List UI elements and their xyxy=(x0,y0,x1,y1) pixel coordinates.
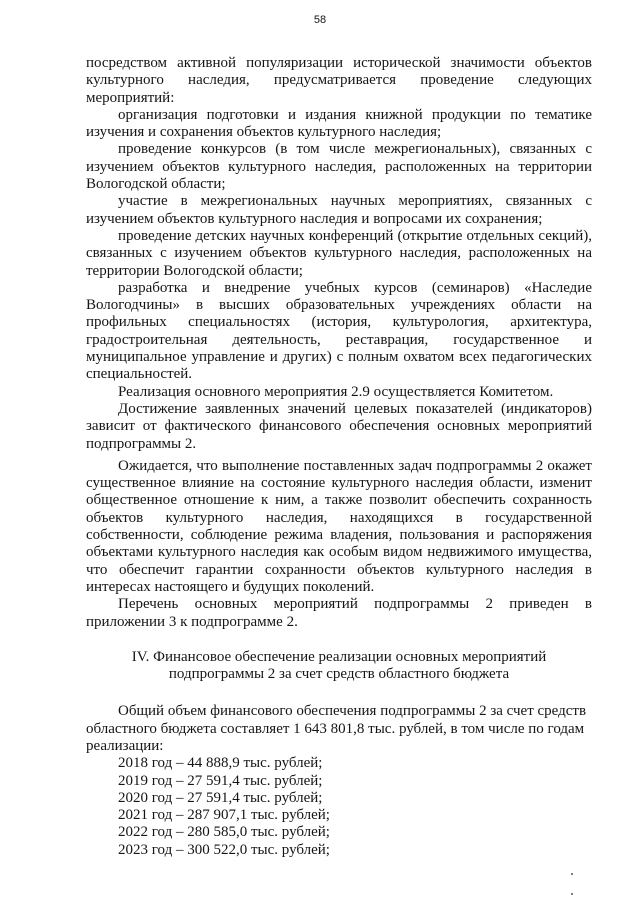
list-item: организация подготовки и издания книжной продукции по тематике изучения и сохранения объектов культурного наследия; xyxy=(86,106,592,141)
year-list xyxy=(118,755,592,859)
list-item: разработка и внедрение учебных курсов (семинаров) «Наследие Вологодчины» в высших образовательных учреждениях области на профильных специальностях (история, культурология, архитектура, градостроительная деятельность, реставрация, государственное и муниципальное управление и других) с полным охватом всех педагогических специальностей. xyxy=(86,279,592,383)
paragraph-achievement: Достижение заявленных значений целевых показателей (индикаторов) зависит от фактического финансового обеспечения основных мероприятий подпрограммы 2. xyxy=(86,400,592,452)
page-number: 58 xyxy=(313,14,327,26)
scan-speck xyxy=(571,873,573,875)
list-item: проведение конкурсов (в том числе межрегиональных), связанных с изучением объектов культурного наследия, расположенных на территории Вологодской области; xyxy=(86,141,592,193)
year-item: 2020 год – 27 591,4 тыс. рублей; xyxy=(118,789,323,806)
paragraph-list-reference: Перечень основных мероприятий подпрограммы 2 приведен в приложении 3 к подпрограмме 2. xyxy=(86,596,592,630)
paragraph-intro: посредством активной популяризации исторической значимости объектов культурного наследия, предусматривается проведение следующих мероприятий: xyxy=(86,55,592,106)
year-item: 2021 год – 287 907,1 тыс. рублей; xyxy=(118,807,330,824)
list-item: проведение детских научных конференций (открытие отдельных секций), связанных с изучением объектов культурного наследия, расположенных на территории Вологодской области; xyxy=(86,227,592,279)
section-heading-line2: подпрограммы 2 за счет средств областного бюджета xyxy=(168,666,510,683)
paragraph-expected: Ожидается, что выполнение поставленных задач подпрограммы 2 окажет существенное влияние на состояние культурного наследия области, изменит общественное отношение к ним, а также позволит обеспечить сохранность объектов культурного наследия, находящихся в государственной собственности, соблюдение режима владения, пользования и распоряжения объектами культурного наследия как особым видом недвижимого имущества, что обеспечит гарантии сохранности объектов культурного наследия в интересах настоящего и будущих поколений. xyxy=(86,457,592,595)
list-item: участие в межрегиональных научных мероприятиях, связанных с изучением объектов культурного наследия и вопросами их сохранения; xyxy=(86,193,592,227)
document-body xyxy=(86,55,592,859)
year-item: 2023 год – 300 522,0 тыс. рублей; xyxy=(118,841,330,858)
year-item: 2018 год – 44 888,9 тыс. рублей; xyxy=(118,755,323,772)
paragraph-realization: Реализация основного мероприятия 2.9 осуществляется Комитетом. xyxy=(118,383,554,400)
scan-speck xyxy=(571,893,573,895)
year-item: 2022 год – 280 585,0 тыс. рублей; xyxy=(118,824,330,841)
section-heading-line1: IV. Финансовое обеспечение реализации основных мероприятий xyxy=(131,648,547,665)
paragraph-financing: Общий объем финансового обеспечения подпрограммы 2 за счет средств областного бюджета составляет 1 643 801,8 тыс. рублей, в том числе по годам реализации: xyxy=(86,703,587,754)
year-item: 2019 год – 27 591,4 тыс. рублей; xyxy=(118,772,323,789)
section-heading xyxy=(86,649,592,684)
